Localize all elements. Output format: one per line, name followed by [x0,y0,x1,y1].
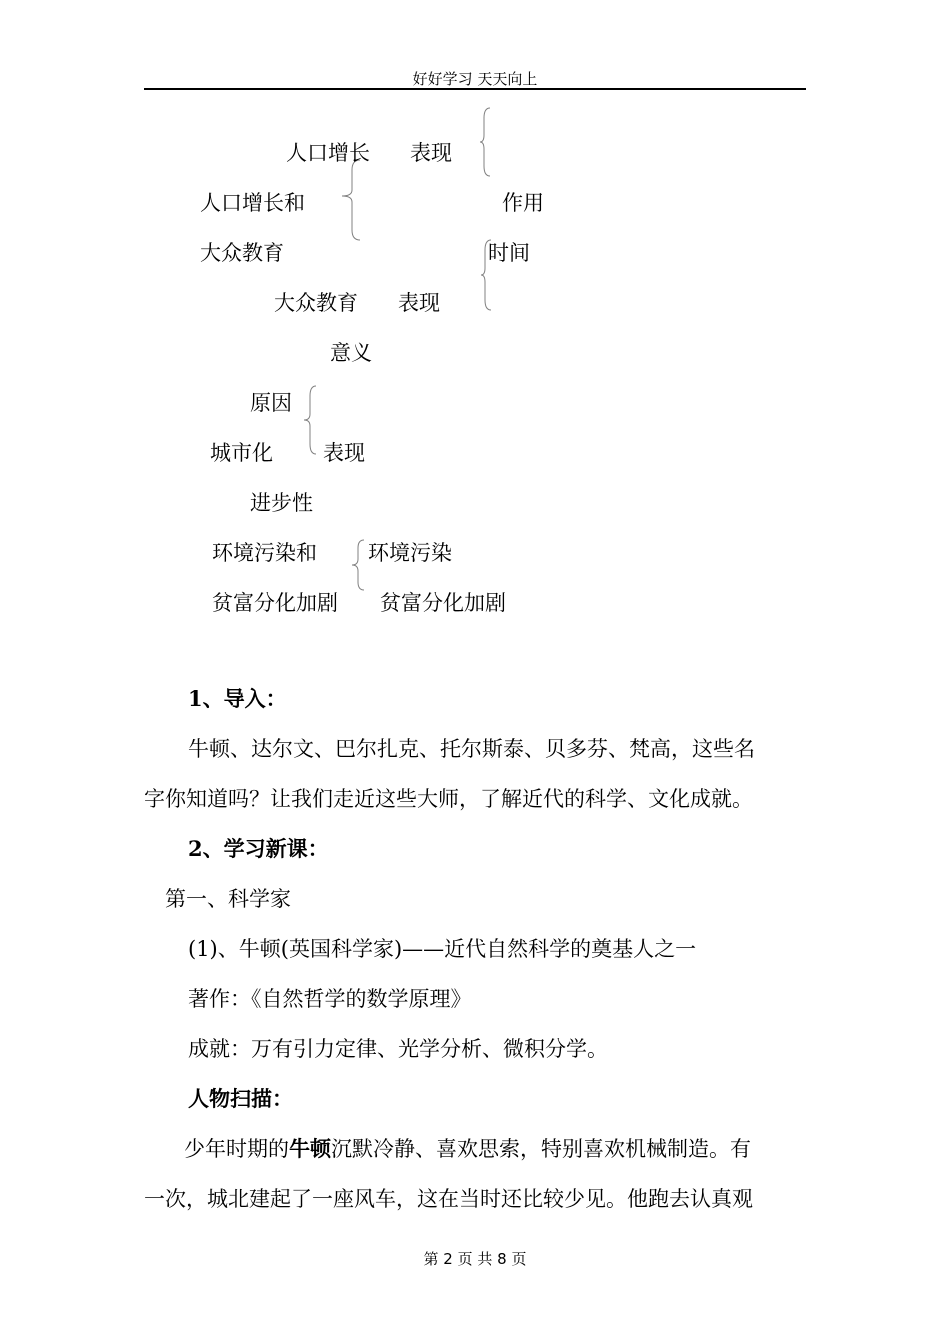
bracket-population-manifest [480,108,492,176]
diagram-root-line2: 大众教育 [200,241,284,265]
diagram-population-effect: 作用 [502,191,544,215]
section2-subheading: 第一、科学家 [165,887,291,911]
diagram-urbanization-manifest: 表现 [323,441,365,465]
section1-heading: 1、导入： [188,686,287,711]
profile-line1-pre: 少年时期的 [184,1137,289,1161]
section1-line2: 字你知道吗？让我们走近这些大师，了解近代的科学、文化成就。 [144,787,753,811]
diagram-pollution-root-line1: 环境污染和 [212,541,317,565]
newton-achievements: 成就：万有引力定律、光学分析、微积分学。 [188,1037,608,1061]
bracket-urbanization [304,386,318,454]
diagram-urbanization-label: 城市化 [210,441,273,465]
section2-heading: 2、学习新课： [188,836,329,861]
diagram-population-label: 人口增长 [286,141,370,165]
diagram-urbanization-cause: 原因 [250,391,292,415]
profile-heading: 人物扫描： [188,1086,293,1111]
bracket-pollution [352,540,366,590]
diagram-pollution-root-line2: 贫富分化加剧 [212,591,338,615]
diagram-education-label: 大众教育 [274,291,358,315]
profile-newton-name: 牛顿 [289,1136,331,1161]
diagram-population-manifest: 表现 [410,141,452,165]
diagram-education-meaning: 意义 [330,341,372,365]
diagram-pollution-item1: 环境污染 [368,541,452,565]
newton-works: 著作：《自然哲学的数学原理》 [188,987,472,1011]
diagram-urbanization-progress: 进步性 [250,491,313,515]
section1-line1: 牛顿、达尔文、巴尔扎克、托尔斯泰、贝多芬、梵高，这些名 [188,737,755,761]
profile-line1 [184,1136,751,1162]
bracket-root [342,160,362,240]
profile-line1-post: 沉默冷静、喜欢思索，特别喜欢机械制造。有 [331,1137,751,1161]
diagram-education-manifest: 表现 [398,291,440,315]
diagram-pollution-item2: 贫富分化加剧 [380,591,506,615]
page-footer: 第 2 页 共 8 页 [423,1250,527,1268]
header-rule [144,88,806,90]
diagram-education-time: 时间 [488,241,530,265]
page-header: 好好学习 天天向上 [412,70,538,88]
newton-title: (1)、牛顿(英国科学家)——近代自然科学的奠基人之一 [188,937,697,961]
profile-line2: 一次，城北建起了一座风车，这在当时还比较少见。他跑去认真观 [144,1187,753,1211]
diagram-root-line1: 人口增长和 [200,191,305,215]
